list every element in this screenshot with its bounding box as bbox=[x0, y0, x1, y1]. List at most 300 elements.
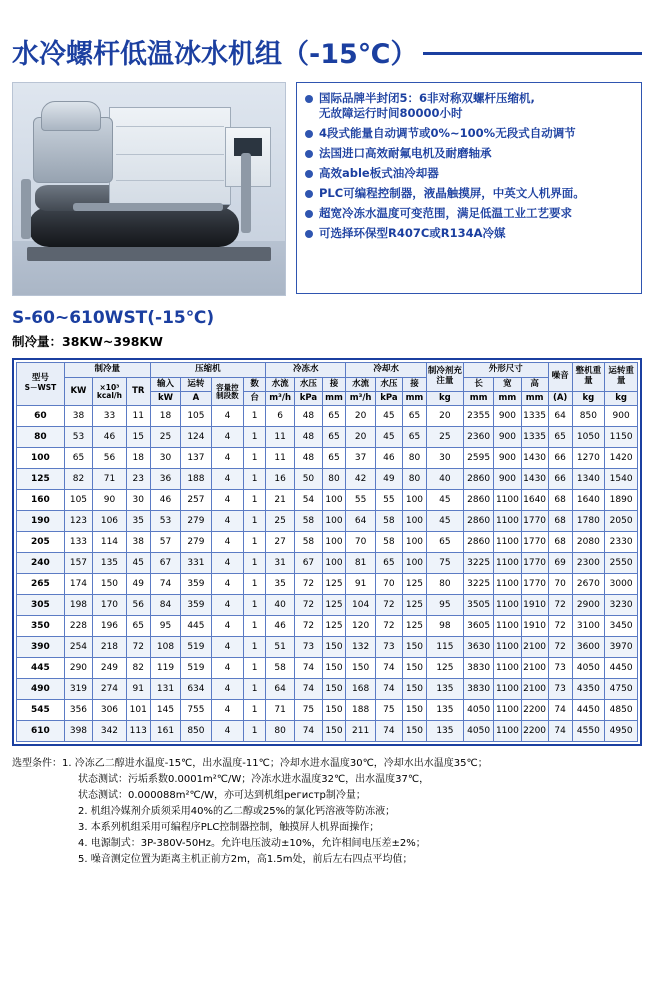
cell-model: 390 bbox=[17, 637, 65, 658]
table-cell: 1770 bbox=[521, 553, 548, 574]
table-cell: 4 bbox=[211, 406, 244, 427]
table-cell: 71 bbox=[93, 469, 127, 490]
table-cell: 359 bbox=[181, 595, 211, 616]
table-cell: 74 bbox=[295, 658, 322, 679]
table-cell: 98 bbox=[426, 616, 463, 637]
table-cell: 65 bbox=[426, 532, 463, 553]
table-cell: 108 bbox=[150, 637, 180, 658]
table-cell: 21 bbox=[265, 490, 294, 511]
table-cell: 2330 bbox=[605, 532, 638, 553]
table-cell: 55 bbox=[375, 490, 402, 511]
feature-item bbox=[305, 226, 635, 241]
table-cell: 57 bbox=[150, 532, 180, 553]
table-cell: 70 bbox=[346, 532, 375, 553]
table-row bbox=[17, 700, 638, 721]
table-cell: 46 bbox=[375, 448, 402, 469]
table-cell: 1 bbox=[244, 553, 266, 574]
table-cell: 49 bbox=[126, 574, 150, 595]
table-cell: 100 bbox=[402, 490, 426, 511]
table-cell: 30 bbox=[150, 448, 180, 469]
table-cell: 75 bbox=[295, 700, 322, 721]
table-cell: 1640 bbox=[521, 490, 548, 511]
table-cell: 4950 bbox=[605, 721, 638, 742]
table-cell: 37 bbox=[346, 448, 375, 469]
table-cell: 2080 bbox=[572, 532, 605, 553]
table-cell: 4 bbox=[211, 574, 244, 595]
feature-line-1: 国际品牌半封闭5：6非对称双螺杆压缩机, bbox=[319, 91, 535, 105]
table-cell: 46 bbox=[150, 490, 180, 511]
cell-model: 545 bbox=[17, 700, 65, 721]
spec-table-wrapper bbox=[12, 358, 642, 746]
table-cell: 1100 bbox=[494, 574, 521, 595]
table-cell: 68 bbox=[548, 490, 572, 511]
table-cell: 74 bbox=[375, 679, 402, 700]
notes-first-row bbox=[12, 756, 642, 772]
table-cell: 45 bbox=[426, 490, 463, 511]
table-cell: 4 bbox=[211, 700, 244, 721]
table-cell: 82 bbox=[126, 658, 150, 679]
th-capacity-steps bbox=[211, 378, 244, 406]
table-cell: 4 bbox=[211, 448, 244, 469]
table-cell: 23 bbox=[126, 469, 150, 490]
table-cell: 196 bbox=[93, 616, 127, 637]
th-cw-port-2: mm bbox=[322, 392, 346, 406]
table-cell: 74 bbox=[295, 721, 322, 742]
th-cooling-capacity: 制冷量 bbox=[64, 363, 150, 378]
table-cell: 35 bbox=[265, 574, 294, 595]
table-cell: 4450 bbox=[605, 658, 638, 679]
photo-pipe-3 bbox=[73, 203, 223, 211]
feature-text: 可选择环保型R407C或R134A冷媒 bbox=[319, 226, 506, 240]
table-cell: 2200 bbox=[521, 700, 548, 721]
table-cell: 1 bbox=[244, 469, 266, 490]
cell-model: 160 bbox=[17, 490, 65, 511]
table-cell: 124 bbox=[181, 427, 211, 448]
table-cell: 58 bbox=[295, 511, 322, 532]
table-cell: 3100 bbox=[572, 616, 605, 637]
table-cell: 125 bbox=[402, 574, 426, 595]
table-cell: 58 bbox=[295, 532, 322, 553]
th-model-main: 型号 bbox=[31, 373, 49, 384]
table-cell: 33 bbox=[93, 406, 127, 427]
table-cell: 145 bbox=[150, 700, 180, 721]
th-noise: 噪音 bbox=[548, 363, 572, 392]
table-cell: 65 bbox=[64, 448, 92, 469]
table-cell: 519 bbox=[181, 658, 211, 679]
product-photo bbox=[12, 82, 286, 296]
table-cell: 48 bbox=[295, 406, 322, 427]
table-cell: 48 bbox=[295, 448, 322, 469]
table-cell: 70 bbox=[548, 574, 572, 595]
title-rule bbox=[423, 52, 642, 55]
table-cell: 1100 bbox=[494, 658, 521, 679]
feature-item bbox=[305, 126, 635, 141]
table-cell: 1 bbox=[244, 700, 266, 721]
table-cell: 40 bbox=[265, 595, 294, 616]
table-cell: 2360 bbox=[463, 427, 493, 448]
table-row bbox=[17, 490, 638, 511]
th-current-2: A bbox=[181, 392, 211, 406]
table-cell: 4 bbox=[211, 427, 244, 448]
table-cell: 64 bbox=[346, 511, 375, 532]
table-cell: 1100 bbox=[494, 700, 521, 721]
table-cell: 1 bbox=[244, 427, 266, 448]
table-cell: 1430 bbox=[521, 469, 548, 490]
table-cell: 168 bbox=[346, 679, 375, 700]
th-width: 宽 bbox=[494, 378, 521, 392]
table-cell: 1 bbox=[244, 658, 266, 679]
table-cell: 46 bbox=[93, 427, 127, 448]
feature-item bbox=[305, 166, 635, 181]
th-cdw-port-2: mm bbox=[402, 392, 426, 406]
table-cell: 1100 bbox=[494, 553, 521, 574]
table-cell: 73 bbox=[548, 679, 572, 700]
table-cell: 74 bbox=[375, 721, 402, 742]
table-cell: 2100 bbox=[521, 637, 548, 658]
table-cell: 2595 bbox=[463, 448, 493, 469]
table-cell: 2860 bbox=[463, 511, 493, 532]
capacity-range-label: 制冷量：38KW~398KW bbox=[12, 334, 163, 349]
table-cell: 125 bbox=[402, 616, 426, 637]
feature-text: 超宽冷冻水温度可变范围，满足低温工业工艺要求 bbox=[319, 206, 572, 220]
table-cell: 150 bbox=[322, 637, 346, 658]
table-cell: 18 bbox=[150, 406, 180, 427]
table-cell: 3830 bbox=[463, 658, 493, 679]
table-cell: 133 bbox=[64, 532, 92, 553]
table-cell: 157 bbox=[64, 553, 92, 574]
cell-model: 445 bbox=[17, 658, 65, 679]
th-height-unit: mm bbox=[521, 392, 548, 406]
bullet-icon bbox=[305, 170, 313, 178]
th-kcal-line2: kcal/h bbox=[96, 390, 123, 400]
cell-model: 205 bbox=[17, 532, 65, 553]
notes-item: 状态测试：污垢系数0.0001m²℃/W；冷冻水进水温度32℃，出水温度37℃， bbox=[78, 774, 430, 785]
th-input-power-1: 输入 bbox=[150, 378, 180, 392]
table-cell: 249 bbox=[93, 658, 127, 679]
feature-list bbox=[296, 82, 642, 294]
table-cell: 2200 bbox=[521, 721, 548, 742]
table-cell: 900 bbox=[494, 406, 521, 427]
table-cell: 80 bbox=[402, 469, 426, 490]
table-cell: 279 bbox=[181, 532, 211, 553]
table-cell: 2670 bbox=[572, 574, 605, 595]
table-row bbox=[17, 448, 638, 469]
table-cell: 51 bbox=[265, 637, 294, 658]
table-cell: 100 bbox=[322, 532, 346, 553]
table-cell: 2550 bbox=[605, 553, 638, 574]
table-cell: 4 bbox=[211, 595, 244, 616]
table-cell: 84 bbox=[150, 595, 180, 616]
table-cell: 104 bbox=[346, 595, 375, 616]
table-cell: 30 bbox=[126, 490, 150, 511]
notes-label: 选型条件： bbox=[12, 758, 62, 769]
datasheet-page bbox=[0, 30, 654, 994]
cell-model: 100 bbox=[17, 448, 65, 469]
table-cell: 80 bbox=[402, 448, 426, 469]
table-cell: 2050 bbox=[605, 511, 638, 532]
th-length-unit: mm bbox=[463, 392, 493, 406]
table-cell: 4350 bbox=[572, 679, 605, 700]
table-row bbox=[17, 532, 638, 553]
table-cell: 306 bbox=[93, 700, 127, 721]
photo-compressor-motor bbox=[41, 101, 101, 131]
table-cell: 3230 bbox=[605, 595, 638, 616]
th-height: 高 bbox=[521, 378, 548, 392]
table-cell: 72 bbox=[548, 616, 572, 637]
table-row bbox=[17, 595, 638, 616]
table-cell: 137 bbox=[181, 448, 211, 469]
th-width-unit: mm bbox=[494, 392, 521, 406]
table-cell: 1 bbox=[244, 721, 266, 742]
table-cell: 1100 bbox=[494, 616, 521, 637]
th-tr: TR bbox=[126, 378, 150, 406]
feature-text bbox=[319, 91, 535, 121]
table-cell: 16 bbox=[265, 469, 294, 490]
table-cell: 65 bbox=[322, 427, 346, 448]
table-cell: 150 bbox=[402, 679, 426, 700]
table-cell: 105 bbox=[64, 490, 92, 511]
table-cell: 66 bbox=[548, 448, 572, 469]
table-cell: 73 bbox=[295, 637, 322, 658]
table-cell: 72 bbox=[548, 637, 572, 658]
table-cell: 4 bbox=[211, 490, 244, 511]
table-cell: 72 bbox=[126, 637, 150, 658]
table-cell: 73 bbox=[548, 658, 572, 679]
table-cell: 45 bbox=[126, 553, 150, 574]
table-cell: 1100 bbox=[494, 595, 521, 616]
table-cell: 65 bbox=[548, 427, 572, 448]
table-cell: 274 bbox=[93, 679, 127, 700]
table-cell: 2300 bbox=[572, 553, 605, 574]
table-row bbox=[17, 574, 638, 595]
table-cell: 198 bbox=[64, 595, 92, 616]
th-kw: KW bbox=[64, 378, 92, 406]
table-cell: 72 bbox=[548, 595, 572, 616]
table-cell: 135 bbox=[93, 553, 127, 574]
table-cell: 3830 bbox=[463, 679, 493, 700]
table-cell: 174 bbox=[64, 574, 92, 595]
table-cell: 1640 bbox=[572, 490, 605, 511]
table-cell: 53 bbox=[150, 511, 180, 532]
th-machine-weight: 整机重量 bbox=[572, 363, 605, 392]
table-cell: 123 bbox=[64, 511, 92, 532]
table-cell: 15 bbox=[126, 427, 150, 448]
th-kcal bbox=[93, 378, 127, 406]
table-cell: 170 bbox=[93, 595, 127, 616]
table-cell: 850 bbox=[181, 721, 211, 742]
table-cell: 1050 bbox=[572, 427, 605, 448]
table-cell: 150 bbox=[402, 658, 426, 679]
table-cell: 150 bbox=[402, 721, 426, 742]
table-cell: 100 bbox=[402, 511, 426, 532]
table-cell: 1100 bbox=[494, 490, 521, 511]
table-cell: 4 bbox=[211, 469, 244, 490]
table-cell: 101 bbox=[126, 700, 150, 721]
bullet-icon bbox=[305, 130, 313, 138]
table-cell: 68 bbox=[548, 532, 572, 553]
selection-notes bbox=[12, 756, 642, 868]
cell-model: 305 bbox=[17, 595, 65, 616]
table-cell: 53 bbox=[64, 427, 92, 448]
table-cell: 1100 bbox=[494, 511, 521, 532]
table-cell: 3000 bbox=[605, 574, 638, 595]
th-length: 长 bbox=[463, 378, 493, 392]
table-cell: 75 bbox=[426, 553, 463, 574]
th-cw-drop-2: kPa bbox=[295, 392, 322, 406]
feature-item bbox=[305, 206, 635, 221]
table-cell: 3225 bbox=[463, 574, 493, 595]
table-cell: 65 bbox=[402, 427, 426, 448]
th-cdw-flow-2: m³/h bbox=[346, 392, 375, 406]
table-row bbox=[17, 637, 638, 658]
feature-item bbox=[305, 186, 635, 201]
table-cell: 80 bbox=[265, 721, 294, 742]
table-cell: 80 bbox=[426, 574, 463, 595]
table-cell: 445 bbox=[181, 616, 211, 637]
table-cell: 45 bbox=[426, 511, 463, 532]
table-cell: 75 bbox=[375, 700, 402, 721]
table-cell: 2355 bbox=[463, 406, 493, 427]
table-cell: 398 bbox=[64, 721, 92, 742]
table-cell: 67 bbox=[150, 553, 180, 574]
table-cell: 91 bbox=[346, 574, 375, 595]
table-cell: 74 bbox=[375, 658, 402, 679]
table-cell: 135 bbox=[426, 721, 463, 742]
table-cell: 2100 bbox=[521, 679, 548, 700]
table-cell: 45 bbox=[375, 427, 402, 448]
table-cell: 72 bbox=[375, 595, 402, 616]
feature-text: 4段式能量自动调节或0%~100%无段式自动调节 bbox=[319, 126, 576, 140]
th-machine-weight-unit: kg bbox=[572, 392, 605, 406]
table-cell: 58 bbox=[265, 658, 294, 679]
table-cell: 3600 bbox=[572, 637, 605, 658]
table-cell: 356 bbox=[64, 700, 92, 721]
cell-model: 350 bbox=[17, 616, 65, 637]
table-cell: 30 bbox=[426, 448, 463, 469]
table-cell: 74 bbox=[150, 574, 180, 595]
notes-item: 1. 冷冻乙二醇进水温度-15℃，出水温度-11℃；冷却水进水温度30℃，冷却水出水温度35℃； bbox=[62, 758, 488, 769]
table-cell: 4050 bbox=[463, 721, 493, 742]
table-cell: 20 bbox=[346, 427, 375, 448]
table-cell: 3225 bbox=[463, 553, 493, 574]
table-cell: 90 bbox=[93, 490, 127, 511]
table-cell: 218 bbox=[93, 637, 127, 658]
th-cdw-flow-1: 水流 bbox=[346, 378, 375, 392]
table-cell: 56 bbox=[126, 595, 150, 616]
notes-item: 5. 噪音测定位置为距离主机正前方2m，高1.5m处，前后左右四点平均值； bbox=[78, 854, 413, 865]
table-cell: 80 bbox=[322, 469, 346, 490]
feature-item bbox=[305, 91, 635, 121]
table-row bbox=[17, 469, 638, 490]
table-cell: 125 bbox=[322, 595, 346, 616]
th-cdw-port-1: 接 bbox=[402, 378, 426, 392]
table-cell: 64 bbox=[265, 679, 294, 700]
table-cell: 4050 bbox=[463, 700, 493, 721]
notes-item: 3. 本系列机组采用可编程序PLC控制器控制，触摸屏人机界面操作； bbox=[78, 822, 380, 833]
table-cell: 4 bbox=[211, 658, 244, 679]
table-cell: 1420 bbox=[605, 448, 638, 469]
th-cw-flow-1: 水流 bbox=[265, 378, 294, 392]
table-cell: 100 bbox=[402, 532, 426, 553]
table-cell: 150 bbox=[322, 679, 346, 700]
table-cell: 125 bbox=[402, 595, 426, 616]
cell-model: 190 bbox=[17, 511, 65, 532]
model-range-label: S-60~610WST(-15℃) bbox=[12, 308, 215, 328]
table-cell: 4850 bbox=[605, 700, 638, 721]
table-cell: 257 bbox=[181, 490, 211, 511]
table-cell: 900 bbox=[605, 406, 638, 427]
table-cell: 11 bbox=[126, 406, 150, 427]
table-cell: 120 bbox=[346, 616, 375, 637]
table-cell: 35 bbox=[126, 511, 150, 532]
table-cell: 1 bbox=[244, 637, 266, 658]
table-cell: 4450 bbox=[572, 700, 605, 721]
table-cell: 135 bbox=[426, 679, 463, 700]
table-cell: 1 bbox=[244, 679, 266, 700]
table-cell: 1270 bbox=[572, 448, 605, 469]
th-refrigerant-charge: 制冷剂充注量 bbox=[426, 363, 463, 392]
table-row bbox=[17, 679, 638, 700]
table-row bbox=[17, 553, 638, 574]
table-cell: 25 bbox=[426, 427, 463, 448]
table-cell: 4050 bbox=[572, 658, 605, 679]
table-cell: 634 bbox=[181, 679, 211, 700]
table-cell: 1 bbox=[244, 574, 266, 595]
table-cell: 38 bbox=[126, 532, 150, 553]
table-cell: 64 bbox=[548, 406, 572, 427]
table-cell: 2860 bbox=[463, 490, 493, 511]
table-cell: 342 bbox=[93, 721, 127, 742]
table-cell: 519 bbox=[181, 637, 211, 658]
table-cell: 74 bbox=[548, 700, 572, 721]
th-cooling-water: 冷却水 bbox=[346, 363, 426, 378]
table-cell: 81 bbox=[346, 553, 375, 574]
th-refrigerant-unit: kg bbox=[426, 392, 463, 406]
table-cell: 119 bbox=[150, 658, 180, 679]
table-cell: 38 bbox=[64, 406, 92, 427]
bullet-icon bbox=[305, 210, 313, 218]
table-cell: 31 bbox=[265, 553, 294, 574]
feature-item bbox=[305, 146, 635, 161]
table-cell: 4 bbox=[211, 637, 244, 658]
table-cell: 900 bbox=[494, 469, 521, 490]
table-cell: 150 bbox=[402, 637, 426, 658]
table-cell: 42 bbox=[346, 469, 375, 490]
table-cell: 11 bbox=[265, 448, 294, 469]
table-cell: 72 bbox=[375, 616, 402, 637]
table-cell: 150 bbox=[322, 721, 346, 742]
th-model-sub: S－WST bbox=[24, 383, 57, 392]
table-cell: 48 bbox=[295, 427, 322, 448]
table-row bbox=[17, 721, 638, 742]
table-cell: 1780 bbox=[572, 511, 605, 532]
table-cell: 25 bbox=[150, 427, 180, 448]
cell-model: 60 bbox=[17, 406, 65, 427]
table-cell: 755 bbox=[181, 700, 211, 721]
th-noise-unit: (A) bbox=[548, 392, 572, 406]
table-cell: 1100 bbox=[494, 679, 521, 700]
table-cell: 100 bbox=[322, 553, 346, 574]
table-cell: 113 bbox=[126, 721, 150, 742]
table-cell: 1430 bbox=[521, 448, 548, 469]
table-cell: 900 bbox=[494, 448, 521, 469]
table-row bbox=[17, 406, 638, 427]
table-cell: 36 bbox=[150, 469, 180, 490]
table-row bbox=[17, 511, 638, 532]
table-cell: 1 bbox=[244, 595, 266, 616]
th-running-weight: 运转重量 bbox=[605, 363, 638, 392]
table-cell: 1770 bbox=[521, 511, 548, 532]
